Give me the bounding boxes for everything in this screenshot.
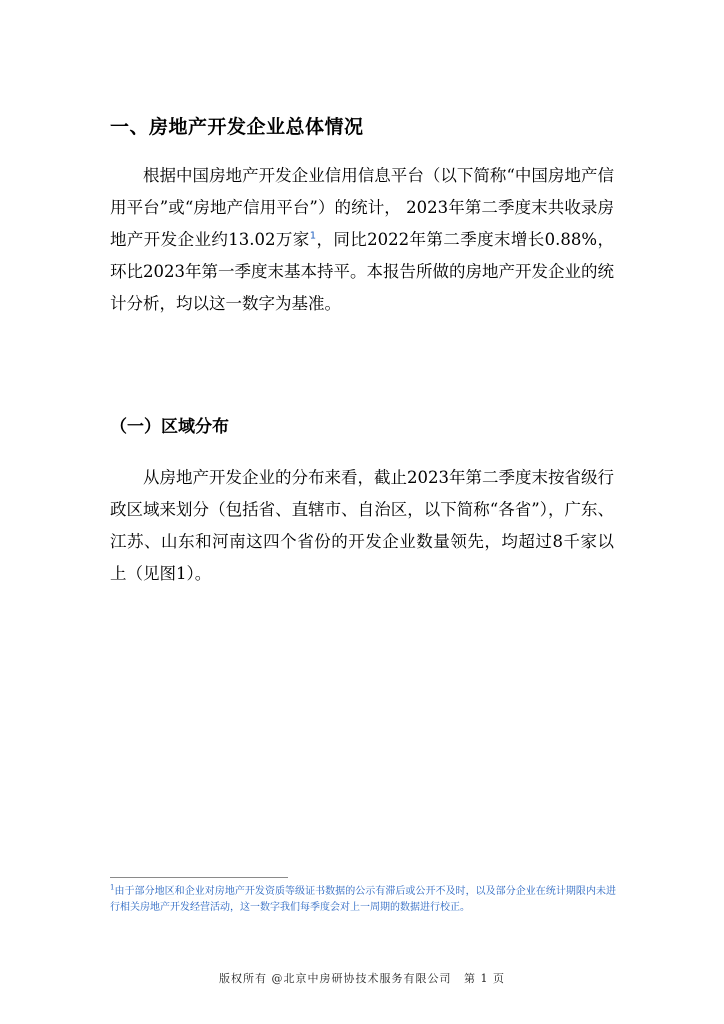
footer-copyright: 版权所有 @北京中房研协技术服务有限公司	[219, 972, 452, 985]
footer-page-number: 第 1 页	[464, 972, 505, 985]
paragraph-overview-text: 根据中国房地产开发企业信用信息平台（以下简称“中国房地产信用平台”或“房地产信用平台”）的统计， 2023年第二季度末共收录房地产开发企业约13.02万家	[110, 166, 614, 249]
footnote	[110, 884, 616, 916]
subsection-title: （一）区域分布	[110, 417, 229, 437]
footnote-reference[interactable]: 1	[309, 230, 317, 242]
page-footer	[0, 970, 724, 986]
paragraph-overview	[110, 160, 614, 320]
paragraph-regional: 从房地产开发企业的分布来看，截止2023年第二季度末按省级行政区域来划分（包括省、直辖市、自治区，以下简称“各省”），广东、江苏、山东和河南这四个省份的开发企业数量领先，均超过8千家以上（见图1）。	[110, 468, 614, 583]
footnote-marker: 1	[110, 883, 115, 892]
section-title: 一、房地产开发企业总体情况	[110, 116, 364, 138]
paragraph-overview-text-cont: ，同比2022年第二季度末增长0.88%，环比2023年第一季度末基本持平。本报告所做的房地产开发企业的统计分析，均以这一数字为基准。	[110, 230, 614, 313]
footnote-divider	[110, 877, 288, 878]
footnote-text: 由于部分地区和企业对房地产开发资质等级证书数据的公示有滞后或公开不及时，以及部分企业在统计期限内未进行相关房地产开发经营活动，这一数字我们每季度会对上一周期的数据进行校正。	[110, 886, 616, 913]
